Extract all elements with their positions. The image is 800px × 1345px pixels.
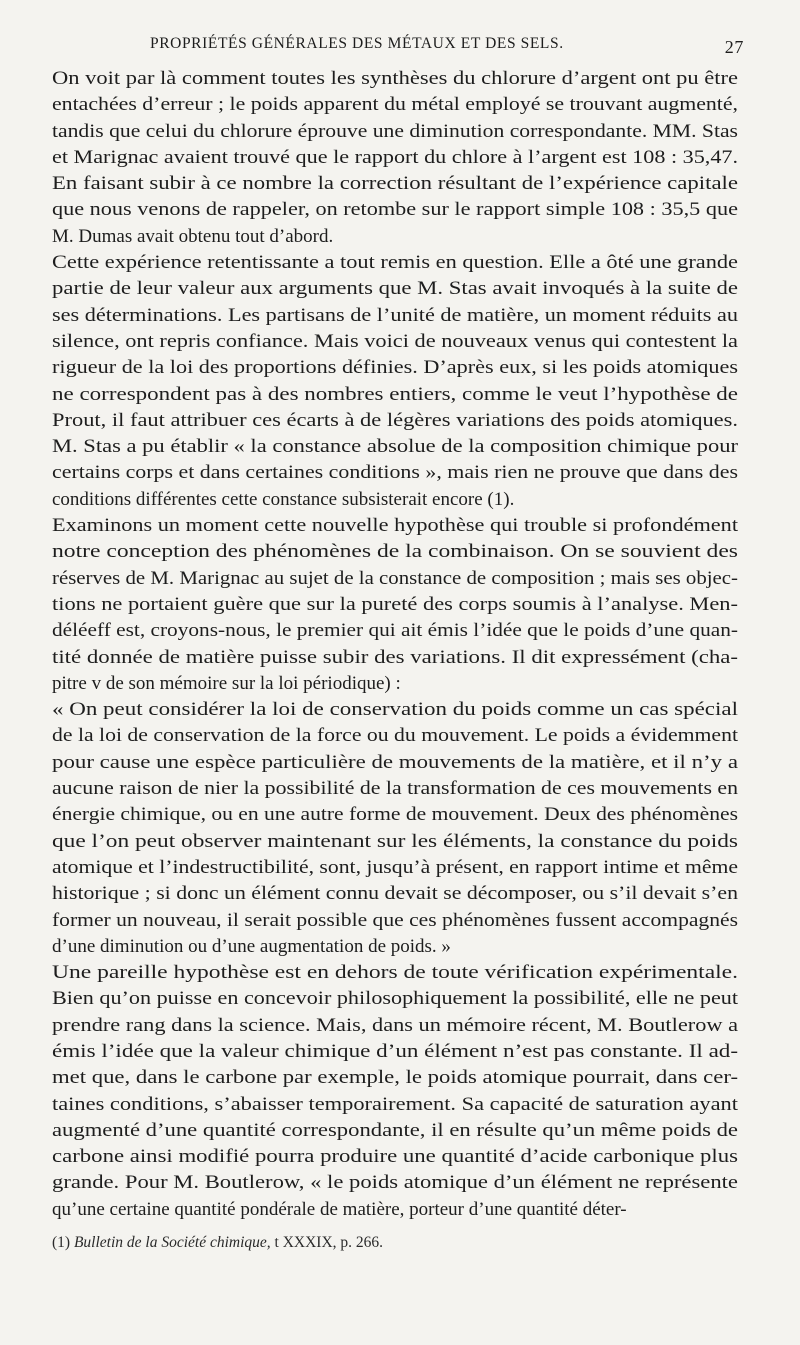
running-title: PROPRIÉTÉS GÉNÉRALES DES MÉTAUX ET DES SELS. [150, 35, 564, 52]
text-line: aucune raison de nier la possibilité de la transformation de ces mouvements en [52, 778, 739, 800]
text-line: carbone ainsi modifié pourra produire une quantité d’acide carbonique plus [52, 1146, 739, 1168]
text-line: notre conception des phénomènes de la combinaison. On se souvient des [52, 541, 738, 563]
text-line: En faisant subir à ce nombre la correction résultant de l’expérience capitale [52, 173, 738, 195]
text-line: former un nouveau, il serait possible que ces phénomènes fussent accompagnés [52, 909, 738, 931]
text-line: grande. Pour M. Boutlerow, « le poids atomique d’un élément ne représente [52, 1172, 738, 1194]
text-line: de la loi de conservation de la force ou du mouvement. Le poids a évidemment [52, 725, 738, 747]
text-line: Prout, il faut attribuer ces écarts à de légères variations des poids atomiques. [52, 409, 739, 431]
text-line: déléeff est, croyons-nous, le premier qui ait émis l’idée que le poids d’une quan- [52, 620, 739, 642]
text-line: que l’on peut observer maintenant sur les éléments, la constance du poids [52, 830, 739, 852]
footnote-source: Bulletin de la Société chimique, [73, 1234, 271, 1251]
text-line: et Marignac avaient trouvé que le rapport du chlore à l’argent est 108 : 35,47. [52, 146, 739, 168]
text-line: silence, ont repris confiance. Mais voici de nouveaux venus qui contestent la [52, 330, 738, 352]
text-line: certains corps et dans certaines conditions », mais rien ne prouve que dans des [52, 462, 738, 484]
document-page [52, 28, 744, 1223]
text-line: énergie chimique, ou en une autre forme de mouvement. Deux des phénomènes [52, 804, 738, 826]
text-line: qu’une certaine quantité pondérale de matière, porteur d’une quantité déter- [52, 1198, 627, 1220]
body-text [52, 66, 738, 1223]
paragraph [52, 66, 738, 250]
text-line: prendre rang dans la science. Mais, dans un mémoire récent, M. Boutlerow a [52, 1014, 738, 1036]
text-line: entachées d’erreur ; le poids apparent du métal employé se trouvant augmenté, [52, 94, 739, 116]
text-line: rigueur de la loi des proportions définies. D’après eux, si les poids atomiques [52, 357, 738, 379]
text-line: Examinons un moment cette nouvelle hypothèse qui trouble si profondément [52, 515, 739, 537]
text-line: « On peut considérer la loi de conservation du poids comme un cas spécial [52, 699, 738, 721]
text-line: met que, dans le carbone par exemple, le poids atomique pourrait, dans cer- [52, 1067, 739, 1089]
text-line: que nous venons de rappeler, on retombe sur le rapport simple 108 : 35,5 que [52, 199, 738, 221]
text-line: atomique et l’indestructibilité, sont, jusqu’à présent, en rapport intime et même [52, 856, 739, 878]
text-line: Cette expérience retentissante a tout remis en question. Elle a ôté une grande [52, 252, 738, 274]
text-line: pitre v de son mémoire sur la loi périodique) : [52, 672, 401, 694]
text-line: Bien qu’on puisse en concevoir philosophiquement la possibilité, elle ne peut [52, 988, 739, 1010]
text-line: taines conditions, s’abaisser temporairement. Sa capacité de saturation ayant [52, 1093, 739, 1115]
text-line: historique ; si donc un élément connu devait se décomposer, ou s’il devait s’en [52, 883, 738, 905]
text-line: émis l’idée que la valeur chimique d’un élément n’est pas constante. Il ad- [52, 1040, 739, 1062]
running-head [52, 28, 744, 57]
text-line: pour cause une espèce particulière de mouvements de la matière, et il n’y a [52, 751, 738, 773]
footnote [52, 1234, 383, 1252]
text-line: ses déterminations. Les partisans de l’unité de matière, un moment réduits au [52, 304, 738, 326]
text-line: conditions différentes cette constance subsisterait encore (1). [52, 488, 515, 510]
text-line: On voit par là comment toutes les synthèses du chlorure d’argent ont pu être [52, 68, 738, 89]
text-line: réserves de M. Marignac au sujet de la constance de composition ; mais ses objec- [52, 567, 738, 589]
paragraph [52, 697, 738, 960]
footnote-marker: (1) [52, 1234, 71, 1251]
text-line: partie de leur valeur aux arguments que M. Stas avait invoqués à la suite de [52, 278, 738, 300]
text-line: M. Dumas avait obtenu tout d’abord. [52, 225, 334, 247]
paragraph [52, 513, 738, 697]
footnote-reference: t XXXIX, p. 266. [274, 1234, 384, 1251]
paragraph [52, 250, 738, 513]
text-line: tité donnée de matière puisse subir des variations. Il dit expressément (cha- [52, 646, 739, 668]
text-line: augmenté d’une quantité correspondante, il en résulte qu’un même poids de [52, 1119, 738, 1141]
page-number: 27 [724, 37, 744, 57]
text-line: d’une diminution ou d’une augmentation de poids. » [52, 935, 451, 957]
text-line: M. Stas a pu établir « la constance absolue de la composition chimique pour [52, 436, 738, 458]
text-line: tandis que celui du chlorure éprouve une diminution correspondante. MM. Stas [52, 120, 738, 142]
text-line: tions ne portaient guère que sur la pureté des corps soumis à l’analyse. Men- [52, 593, 738, 615]
text-line: ne correspondent pas à des nombres entiers, comme le veut l’hypothèse de [52, 383, 738, 405]
text-line: Une pareille hypothèse est en dehors de toute vérification expérimentale. [52, 962, 739, 984]
paragraph [52, 960, 738, 1223]
